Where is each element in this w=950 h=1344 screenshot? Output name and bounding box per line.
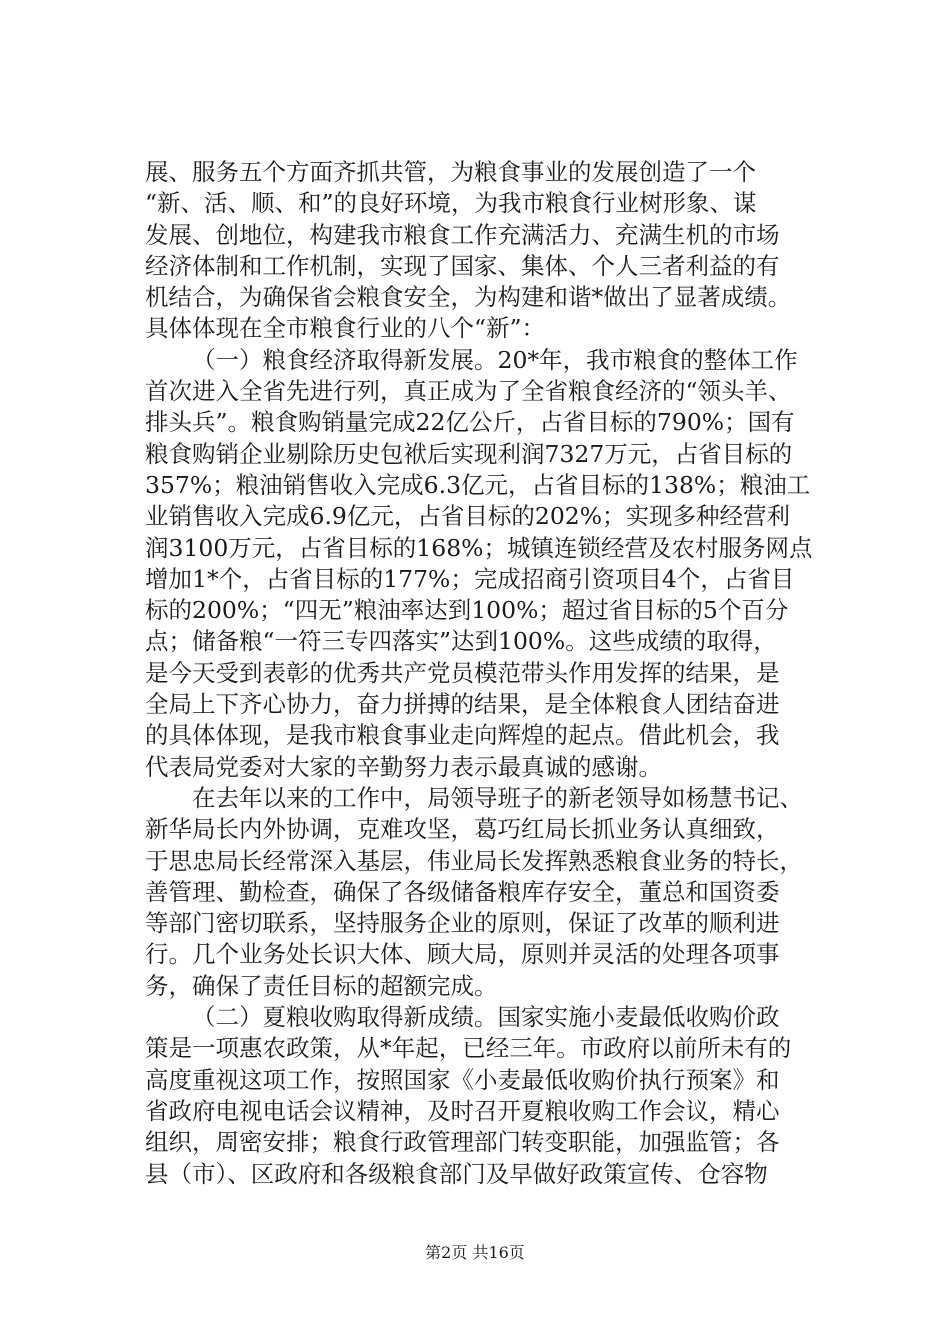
text-line: 业销售收入完成6.9亿元，占省目标的202%；实现多种经营利 — [145, 502, 791, 531]
text-line: 点；储备粮“一符三专四落实”达到100%。这些成绩的取得， — [145, 627, 777, 656]
paragraph-start-line: 在去年以来的工作中，局领导班子的新老领导如杨慧书记、 — [192, 783, 803, 812]
text-line: 排头兵”。粮食购销量完成22亿公斤，占省目标的790%；国有 — [145, 408, 795, 437]
text-line: 于思忠局长经常深入基层，伟业局长发挥熟悉粮食业务的特长， — [145, 846, 803, 875]
text-line: 发展、创地位，构建我市粮食工作充满活力、充满生机的市场 — [145, 220, 780, 249]
paragraph-start-line: （二）夏粮收购取得新成绩。国家实施小麦最低收购价政 — [192, 1003, 780, 1032]
text-line: 策是一项惠农政策，从*年起，已经三年。市政府以前所未有的 — [145, 1034, 792, 1063]
page-number-footer: 第2页 共16页 — [425, 1243, 525, 1262]
text-line: 等部门密切联系，坚持服务企业的原则，保证了改革的顺利进 — [145, 909, 780, 938]
text-line: 是今天受到表彰的优秀共产党员模范带头作用发挥的结果，是 — [145, 658, 780, 687]
text-line: 粮食购销企业剔除历史包袱后实现利润7327万元，占省目标的 — [145, 439, 793, 468]
text-line: 经济体制和工作机制，实现了国家、集体、个人三者利益的有 — [145, 251, 780, 280]
text-line: “新、活、顺、和”的良好环境，为我市粮食行业树形象、谋 — [145, 189, 757, 218]
text-line: 全局上下齐心协力，奋力拼搏的结果，是全体粮食人团结奋进 — [145, 690, 780, 719]
text-line: 展、服务五个方面齐抓共管，为粮食事业的发展创造了一个 — [145, 158, 756, 186]
text-line: 机结合，为确保省会粮食安全，为构建和谐*做出了显著成绩。 — [145, 283, 792, 312]
paragraph-start-line: （一）粮食经济取得新发展。20*年，我市粮食的整体工作 — [192, 345, 798, 374]
text-line: 行。几个业务处长识大体、顾大局，原则并灵活的处理各项事 — [145, 940, 780, 969]
text-line: 高度重视这项工作，按照国家《小麦最低收购价执行预案》和 — [145, 1065, 780, 1094]
text-line: 县（市）、区政府和各级粮食部门及早做好政策宣传、仓容物 — [145, 1159, 768, 1188]
text-line: 润3100万元，占省目标的168%；城镇连锁经营及农村服务网点 — [145, 533, 813, 562]
text-line: 组织，周密安排；粮食行政管理部门转变职能，加强监管；各 — [145, 1128, 780, 1157]
text-line: 新华局长内外协调，克难攻坚，葛巧红局长抓业务认真细致， — [145, 815, 780, 844]
text-line: 的具体体现，是我市粮食事业走向辉煌的起点。借此机会，我 — [145, 721, 780, 750]
text-line: 务，确保了责任目标的超额完成。 — [145, 971, 498, 1000]
text-line: 代表局党委对大家的辛勤努力表示最真诚的感谢。 — [145, 752, 662, 781]
body-text — [145, 157, 845, 1190]
text-line: 标的200%；“四无”粮油率达到100%；超过省目标的5个百分 — [145, 596, 789, 625]
text-line: 增加1*个，占省目标的177%；完成招商引资项目4个，占省目 — [145, 564, 795, 593]
text-line: 首次进入全省先进行列，真正成为了全省粮食经济的“领头羊、 — [145, 377, 792, 406]
text-line: 具体体现在全市粮食行业的八个“新”： — [145, 314, 546, 343]
text-line: 省政府电视电话会议精神，及时召开夏粮收购工作会议，精心 — [145, 1096, 780, 1125]
text-line: 357%；粮油销售收入完成6.3亿元，占省目标的138%；粮油工 — [145, 470, 811, 499]
text-line: 善管理、勤检查，确保了各级储备粮库存安全，董总和国资委 — [145, 877, 780, 906]
